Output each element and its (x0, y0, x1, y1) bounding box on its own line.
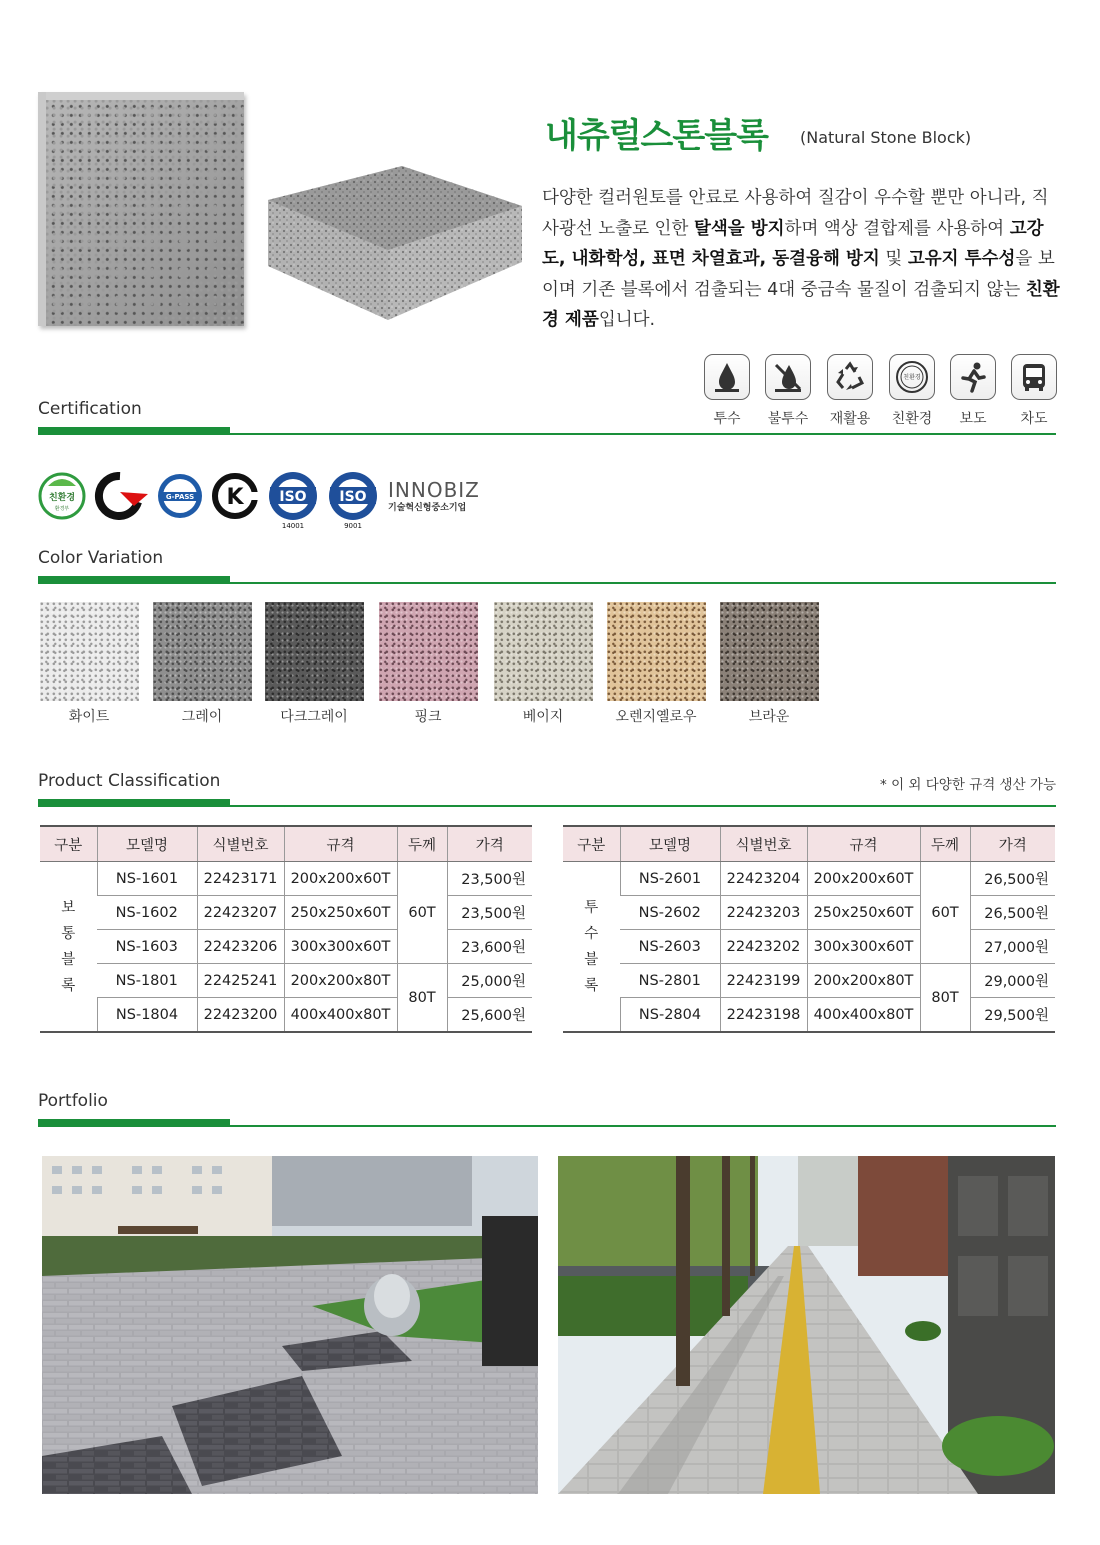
swatch-label: 핑크 (414, 709, 442, 725)
good-quality-logo (94, 470, 150, 522)
eco-certification-logo (38, 470, 86, 522)
product-title-english: (Natural Stone Block) (800, 128, 972, 147)
eco-label-icon (889, 354, 935, 400)
feature-permeable: 투수 (703, 354, 751, 428)
color-variation-header: Color Variation (38, 548, 1056, 588)
swatch-label: 오렌지옐로우 (615, 709, 697, 725)
water-drop-icon (704, 354, 750, 400)
product-title: 내츄럴스톤블록 (545, 116, 768, 156)
svg-text:친환경: 친환경 (903, 374, 921, 381)
swatch-label: 그레이 (181, 709, 223, 725)
swatch-brown (720, 602, 819, 701)
feature-sidewalk: 보도 (949, 354, 997, 428)
classification-table-standard (40, 825, 532, 1033)
feature-impermeable: 불투수 (764, 354, 812, 428)
bus-icon (1011, 354, 1057, 400)
swatch-pink (379, 602, 478, 701)
table-row: NS-2801 22423199 200x200x80T 80T 29,000원 (563, 964, 1055, 998)
table-row: NS-1804 22423200 400x400x80T 25,600원 (40, 998, 532, 1033)
product-description: 다양한 컬러원토를 안료로 사용하여 질감이 우수할 뿐만 아니라, 직사광선 노출로 인한 탈색을 방지하며 액상 결합제를 사용하여 고강도, 내화학성, 표면 차열효과, 동결융해 방지 및 고유지 투수성을 보이며 기존 블록에서 검출되는 4대 중금속 물질이 검출되지 않는 친환경 제품입니다. (542, 188, 1060, 330)
svg-text:14001: 14001 (281, 522, 305, 530)
kc-mark-logo (210, 470, 260, 522)
classification-table-permeable (563, 825, 1055, 1033)
swatch-label: 화이트 (68, 709, 110, 725)
swatch-label: 다크그레이 (280, 709, 348, 725)
swatch-label: 브라운 (748, 709, 790, 725)
table-header-row: 구분 모델명 식별번호 규격 두께 가격 (40, 826, 532, 862)
iso-9001-logo (326, 470, 380, 530)
svg-text:9001: 9001 (344, 522, 362, 530)
swatch-label: 베이지 (522, 709, 564, 725)
swatch-orange-yellow (607, 602, 706, 701)
table-header-row: 구분 모델명 식별번호 규격 두께 가격 (563, 826, 1055, 862)
swatch-white (40, 602, 139, 701)
table-row: NS-1602 22423207 250x250x60T 23,500원 (40, 896, 532, 930)
portfolio-photo-sidewalk (558, 1156, 1055, 1494)
classification-header: Product Classification (38, 771, 1056, 811)
table-row: NS-1603 22423206 300x300x60T 23,600원 (40, 930, 532, 964)
no-water-icon (765, 354, 811, 400)
product-photo-angled (268, 166, 522, 320)
recycle-icon (827, 354, 873, 400)
svg-text:G-PASS: G-PASS (165, 493, 195, 501)
svg-text:친환경: 친환경 (48, 493, 76, 503)
swatch-beige (494, 602, 593, 701)
swatch-dark-gray (265, 602, 364, 701)
svg-text:ISO: ISO (339, 489, 367, 505)
portfolio-header: Portfolio (38, 1091, 1056, 1131)
table-row: 투 수 블 록 NS-2601 22423204 200x200x60T 60T 26,500원 (563, 862, 1055, 896)
product-photo-front (38, 92, 244, 326)
table-row: 보 통 블 록 NS-1601 22423171 200x200x60T 60T 23,500원 (40, 862, 532, 896)
portfolio-photo-plaza (42, 1156, 538, 1494)
table-row: NS-2804 22423198 400x400x80T 29,500원 (563, 998, 1055, 1033)
feature-recycle: 재활용 (826, 354, 874, 428)
swatch-gray (153, 602, 252, 701)
pedestrian-icon (950, 354, 996, 400)
iso-14001-logo (266, 470, 320, 530)
svg-text:K: K (226, 485, 244, 510)
feature-eco: 친환경 친환경 (888, 354, 936, 428)
svg-text:ISO: ISO (279, 489, 307, 505)
certification-header: Certification (38, 399, 1056, 439)
feature-roadway: 차도 (1010, 354, 1058, 428)
gpass-logo (156, 470, 204, 522)
table-row: NS-1801 22425241 200x200x80T 80T 25,000원 (40, 964, 532, 998)
innobiz-logo: INNOBIZ 기술혁신형중소기업 (388, 478, 480, 513)
table-row: NS-2602 22423203 250x250x60T 26,500원 (563, 896, 1055, 930)
svg-text:환경부: 환경부 (54, 506, 70, 512)
table-row: NS-2603 22423202 300x300x60T 27,000원 (563, 930, 1055, 964)
spec-note: * 이 외 다양한 규격 생산 가능 (880, 777, 1056, 793)
